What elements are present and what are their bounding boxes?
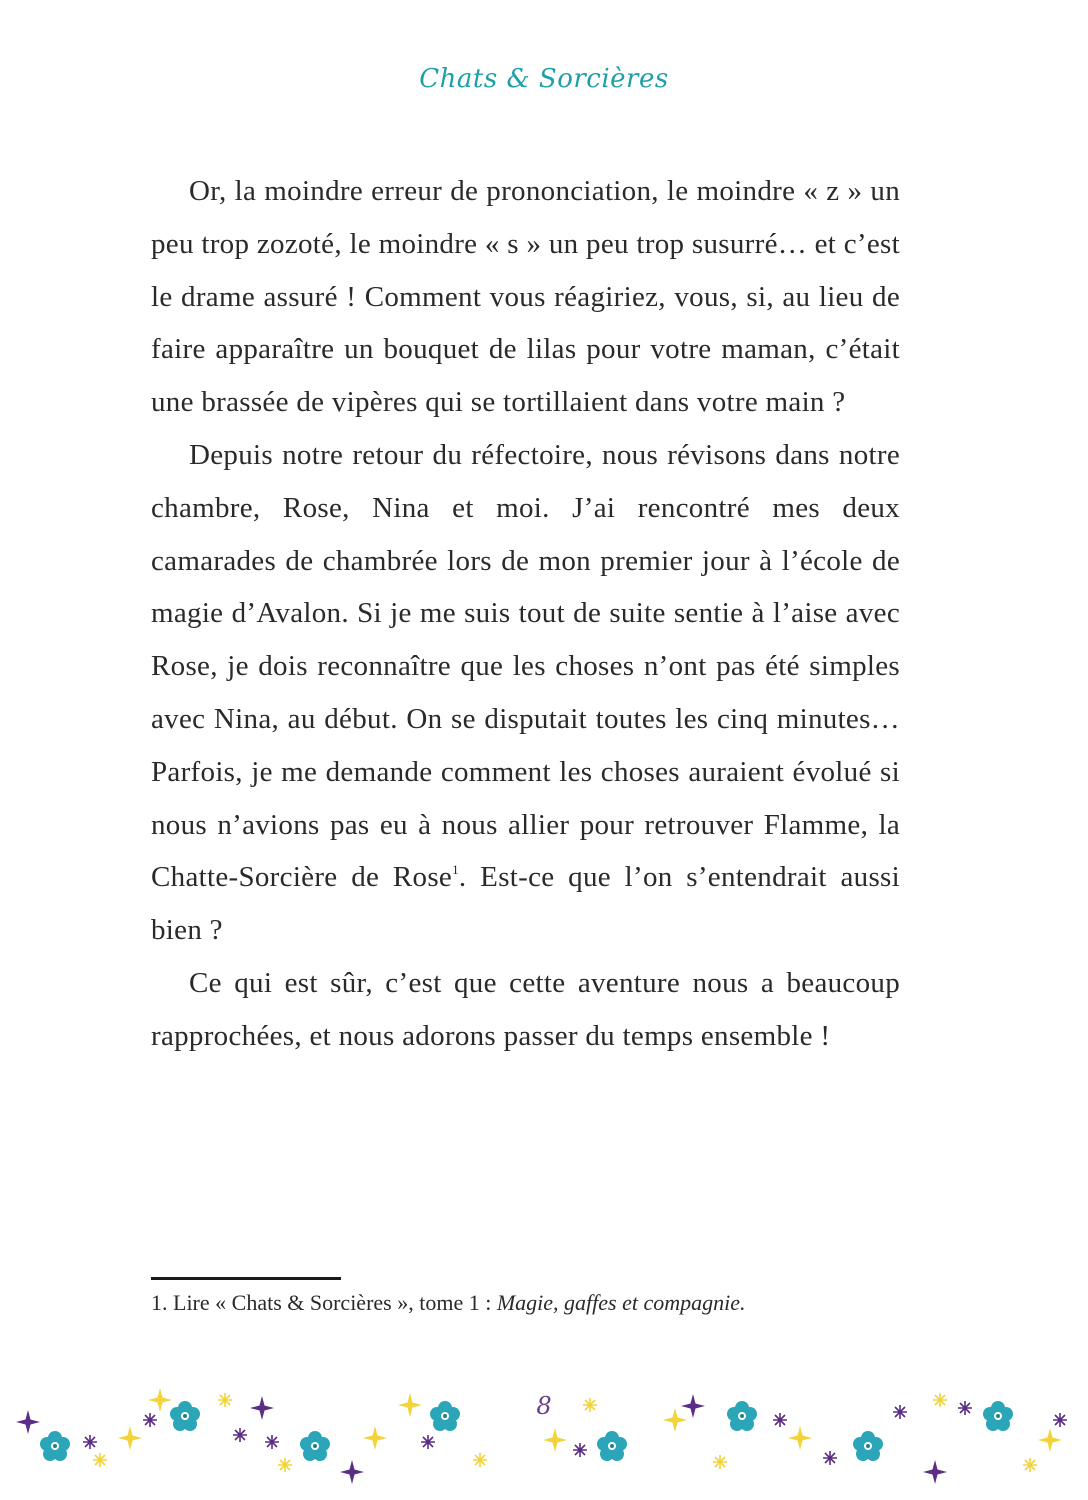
paragraph-2-tail: . Est-ce que l’on s’entendrait aussi bien ?: [151, 861, 900, 947]
paragraph-2: [151, 429, 900, 957]
running-header: Chats & Sorcières: [419, 64, 669, 94]
paragraph-2-end: de Rose: [351, 861, 453, 894]
paragraph-2-text: Depuis notre retour du réfectoire, nous révisons dans notre chambre, Rose, Nina et moi. J’ai rencontré mes deux camarades de chambrée lors de mon premier jour à l’école de magie d’Avalon. Si je me suis tout de suite sentie à l’aise avec Rose, je dois reconnaître que les choses n’ont pas été simples avec Nina, au début. On se disputait toutes les cinq minutes… Parfois, je me demande comment les choses auraient évolué si nous n’avions pas eu à nous allier pour retrouver Flamme, la Chatte-Sorcière: [151, 438, 900, 894]
footnote-book-title: Magie, gaffes et compagnie.: [496, 1290, 746, 1315]
footnote-divider: [151, 1277, 341, 1280]
page-number: 8: [536, 1392, 552, 1420]
footnote-marker[interactable]: 1: [452, 862, 459, 878]
footnote-text: 1. Lire « Chats & Sorcières », tome 1 :: [151, 1290, 497, 1315]
paragraph-1: Or, la moindre erreur de prononciation, le moindre « z » un peu trop zozoté, le moindre « s » un peu trop susurré… et c’est le drame assuré ! Comment vous réagiriez, vous, si, au lieu de faire apparaître un bouquet de lilas pour votre maman, c’était une brassée de vipères qui se tortillaient dans votre main ?: [151, 175, 900, 419]
paragraph-3: Ce qui est sûr, c’est que cette aventure nous a beaucoup rapprochées, et nous adorons passer du temps ensemble !: [151, 966, 900, 1052]
body-text: [151, 165, 900, 1063]
footnote: [151, 1290, 951, 1316]
